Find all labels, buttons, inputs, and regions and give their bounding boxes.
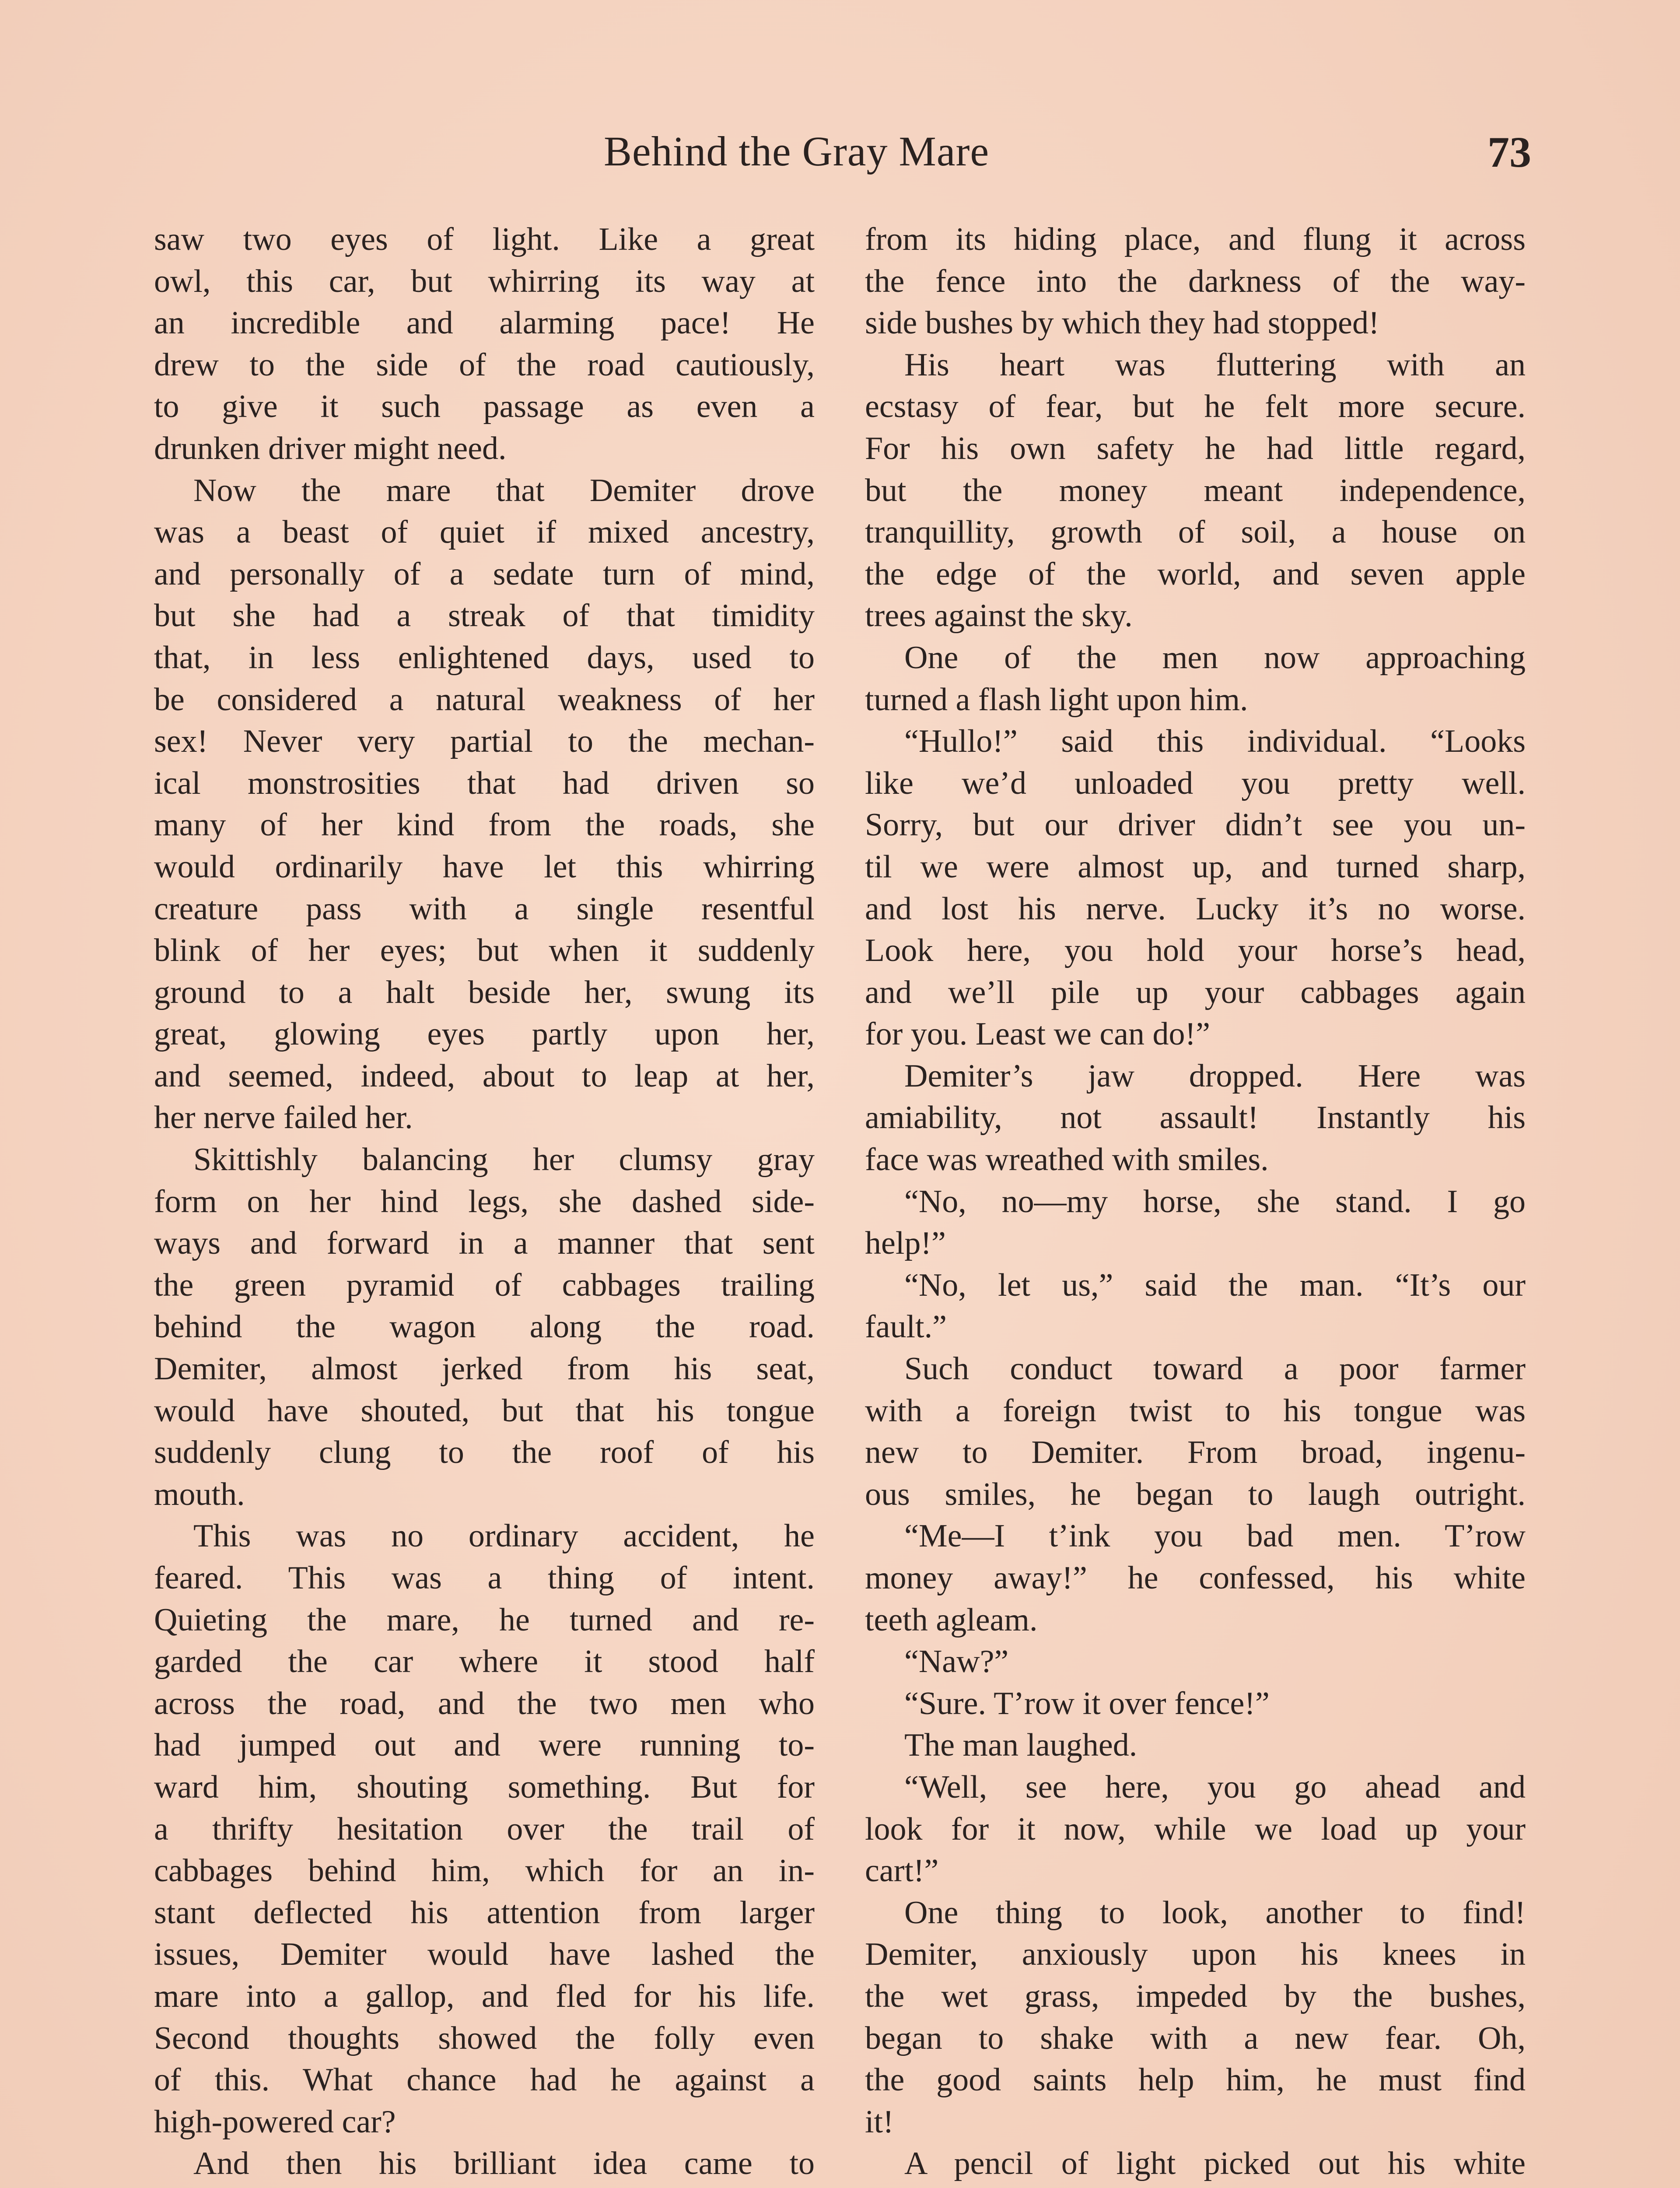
text-line: the fence into the darkness of the way-: [865, 263, 1526, 299]
text-line: look for it now, while we load up your: [865, 1811, 1526, 1847]
text-line: Such conduct toward a poor farmer: [904, 1351, 1526, 1387]
text-line: to give it such passage as even a: [154, 389, 815, 425]
text-line: cart!”: [865, 1853, 939, 1889]
text-line: tranquillity, growth of soil, a house on: [865, 514, 1526, 551]
text-line: “Well, see here, you go ahead and: [904, 1769, 1526, 1805]
text-line: behind the wagon along the road.: [154, 1309, 815, 1345]
text-line: Second thoughts showed the folly even: [154, 2020, 815, 2056]
text-line: And then his brilliant idea came to: [193, 2146, 815, 2182]
text-line: Demiter, anxiously upon his knees in: [865, 1936, 1526, 1973]
text-line: ecstasy of fear, but he felt more secure.: [865, 389, 1526, 425]
text-line: the edge of the world, and seven apple: [865, 556, 1526, 592]
text-line: of this. What chance had he against a: [154, 2062, 815, 2098]
text-line: across the road, and the two men who: [154, 1685, 815, 1722]
text-line: and personally of a sedate turn of mind,: [154, 556, 815, 592]
text-line: teeth agleam.: [865, 1602, 1038, 1638]
text-line: had jumped out and were running to-: [154, 1727, 815, 1764]
text-line: blink of her eyes; but when it suddenly: [154, 933, 815, 969]
text-line: was a beast of quiet if mixed ancestry,: [154, 514, 815, 551]
text-line: form on her hind legs, she dashed side-: [154, 1183, 815, 1220]
text-line: it!: [865, 2104, 894, 2140]
text-line: but she had a streak of that timidity: [154, 598, 815, 634]
text-line: For his own safety he had little regard,: [865, 430, 1526, 466]
text-line: trees against the sky.: [865, 598, 1133, 634]
text-line: a thrifty hesitation over the trail of: [154, 1811, 815, 1847]
text-line: the wet grass, impeded by the bushes,: [865, 1978, 1526, 2014]
text-line: feared. This was a thing of intent.: [154, 1560, 815, 1596]
text-line: turned a flash light upon him.: [865, 681, 1248, 718]
text-line: Skittishly balancing her clumsy gray: [193, 1142, 815, 1178]
text-line: face was wreathed with smiles.: [865, 1142, 1269, 1178]
text-line: ground to a halt beside her, swung its: [154, 974, 815, 1010]
text-line: an incredible and alarming pace! He: [154, 305, 815, 341]
text-line: His heart was fluttering with an: [904, 347, 1526, 383]
running-title: Behind the Gray Mare: [604, 128, 990, 175]
text-line: til we were almost up, and turned sharp,: [865, 849, 1526, 885]
text-line: amiability, not assault! Instantly his: [865, 1100, 1526, 1136]
text-line: fault.”: [865, 1309, 947, 1345]
text-line: garded the car where it stood half: [154, 1644, 815, 1680]
text-line: new to Demiter. From broad, ingenu-: [865, 1434, 1526, 1471]
text-line: her nerve failed her.: [154, 1100, 413, 1136]
text-line: and lost his nerve. Lucky it’s no worse.: [865, 891, 1526, 927]
text-line: ical monstrosities that had driven so: [154, 765, 815, 801]
text-line: “Sure. T’row it over fence!”: [904, 1685, 1270, 1722]
text-line: stant deflected his attention from larger: [154, 1894, 815, 1931]
text-line: creature pass with a single resentful: [154, 891, 815, 927]
text-line: be considered a natural weakness of her: [154, 681, 815, 718]
text-line: ways and forward in a manner that sent: [154, 1225, 815, 1262]
page-header: [604, 127, 1531, 179]
text-line: “Me—I t’ink you bad men. T’row: [904, 1518, 1526, 1554]
text-line: Quieting the mare, he turned and re-: [154, 1602, 815, 1638]
text-line: sex! Never very partial to the mechan-: [154, 723, 815, 760]
text-line: mouth.: [154, 1476, 245, 1512]
text-line: drew to the side of the road cautiously,: [154, 347, 815, 383]
text-line: ous smiles, he began to laugh outright.: [865, 1476, 1526, 1512]
text-line: Sorry, but our driver didn’t see you un-: [865, 807, 1526, 843]
text-line: “Hullo!” said this individual. “Looks: [904, 723, 1526, 760]
text-line: Demiter’s jaw dropped. Here was: [904, 1058, 1526, 1094]
text-line: for you. Least we can do!”: [865, 1016, 1210, 1052]
text-line: Demiter, almost jerked from his seat,: [154, 1351, 815, 1387]
page-number: 73: [1488, 128, 1531, 176]
text-line: but the money meant independence,: [865, 472, 1526, 508]
text-line: saw two eyes of light. Like a great: [154, 221, 815, 257]
text-line: suddenly clung to the roof of his: [154, 1434, 815, 1471]
text-line: A pencil of light picked out his white: [904, 2146, 1526, 2182]
text-line: the green pyramid of cabbages trailing: [154, 1267, 815, 1303]
text-line: One of the men now approaching: [904, 639, 1526, 676]
text-line: high-powered car?: [154, 2104, 396, 2140]
text-line: ward him, shouting something. But for: [154, 1769, 815, 1805]
text-line: “Naw?”: [904, 1644, 1009, 1680]
text-line: began to shake with a new fear. Oh,: [865, 2020, 1526, 2056]
text-line: owl, this car, but whirring its way at: [154, 263, 815, 299]
text-line: drunken driver might need.: [154, 430, 507, 466]
text-line: many of her kind from the roads, she: [154, 807, 815, 843]
text-line: that, in less enlightened days, used to: [154, 639, 815, 676]
text-line: help!”: [865, 1225, 946, 1262]
text-line: from its hiding place, and flung it across: [865, 221, 1526, 257]
text-line: “No, no—my horse, she stand. I go: [904, 1183, 1526, 1220]
text-column-right: [865, 219, 1526, 2188]
text-line: Look here, you hold your horse’s head,: [865, 933, 1526, 969]
text-line: Now the mare that Demiter drove: [193, 472, 815, 508]
text-line: would have shouted, but that his tongue: [154, 1392, 815, 1429]
text-line: issues, Demiter would have lashed the: [154, 1936, 815, 1973]
text-line: and we’ll pile up your cabbages again: [865, 974, 1526, 1010]
text-line: This was no ordinary accident, he: [193, 1518, 815, 1554]
text-line: great, glowing eyes partly upon her,: [154, 1016, 815, 1052]
text-line: like we’d unloaded you pretty well.: [865, 765, 1526, 801]
text-line: [154, 2185, 815, 2188]
text-line: [865, 2185, 1526, 2188]
text-column-left: [154, 219, 815, 2188]
text-line: The man laughed.: [904, 1727, 1138, 1764]
text-line: with a foreign twist to his tongue was: [865, 1392, 1526, 1429]
text-line: cabbages behind him, which for an in-: [154, 1853, 815, 1889]
text-line: One thing to look, another to find!: [904, 1894, 1526, 1931]
text-line: “No, let us,” said the man. “It’s our: [904, 1267, 1526, 1303]
text-line: would ordinarily have let this whirring: [154, 849, 815, 885]
text-line: money away!” he confessed, his white: [865, 1560, 1526, 1596]
text-line: side bushes by which they had stopped!: [865, 305, 1379, 341]
text-line: mare into a gallop, and fled for his life.: [154, 1978, 815, 2014]
text-line: and seemed, indeed, about to leap at her,: [154, 1058, 815, 1094]
text-line: the good saints help him, he must find: [865, 2062, 1526, 2098]
